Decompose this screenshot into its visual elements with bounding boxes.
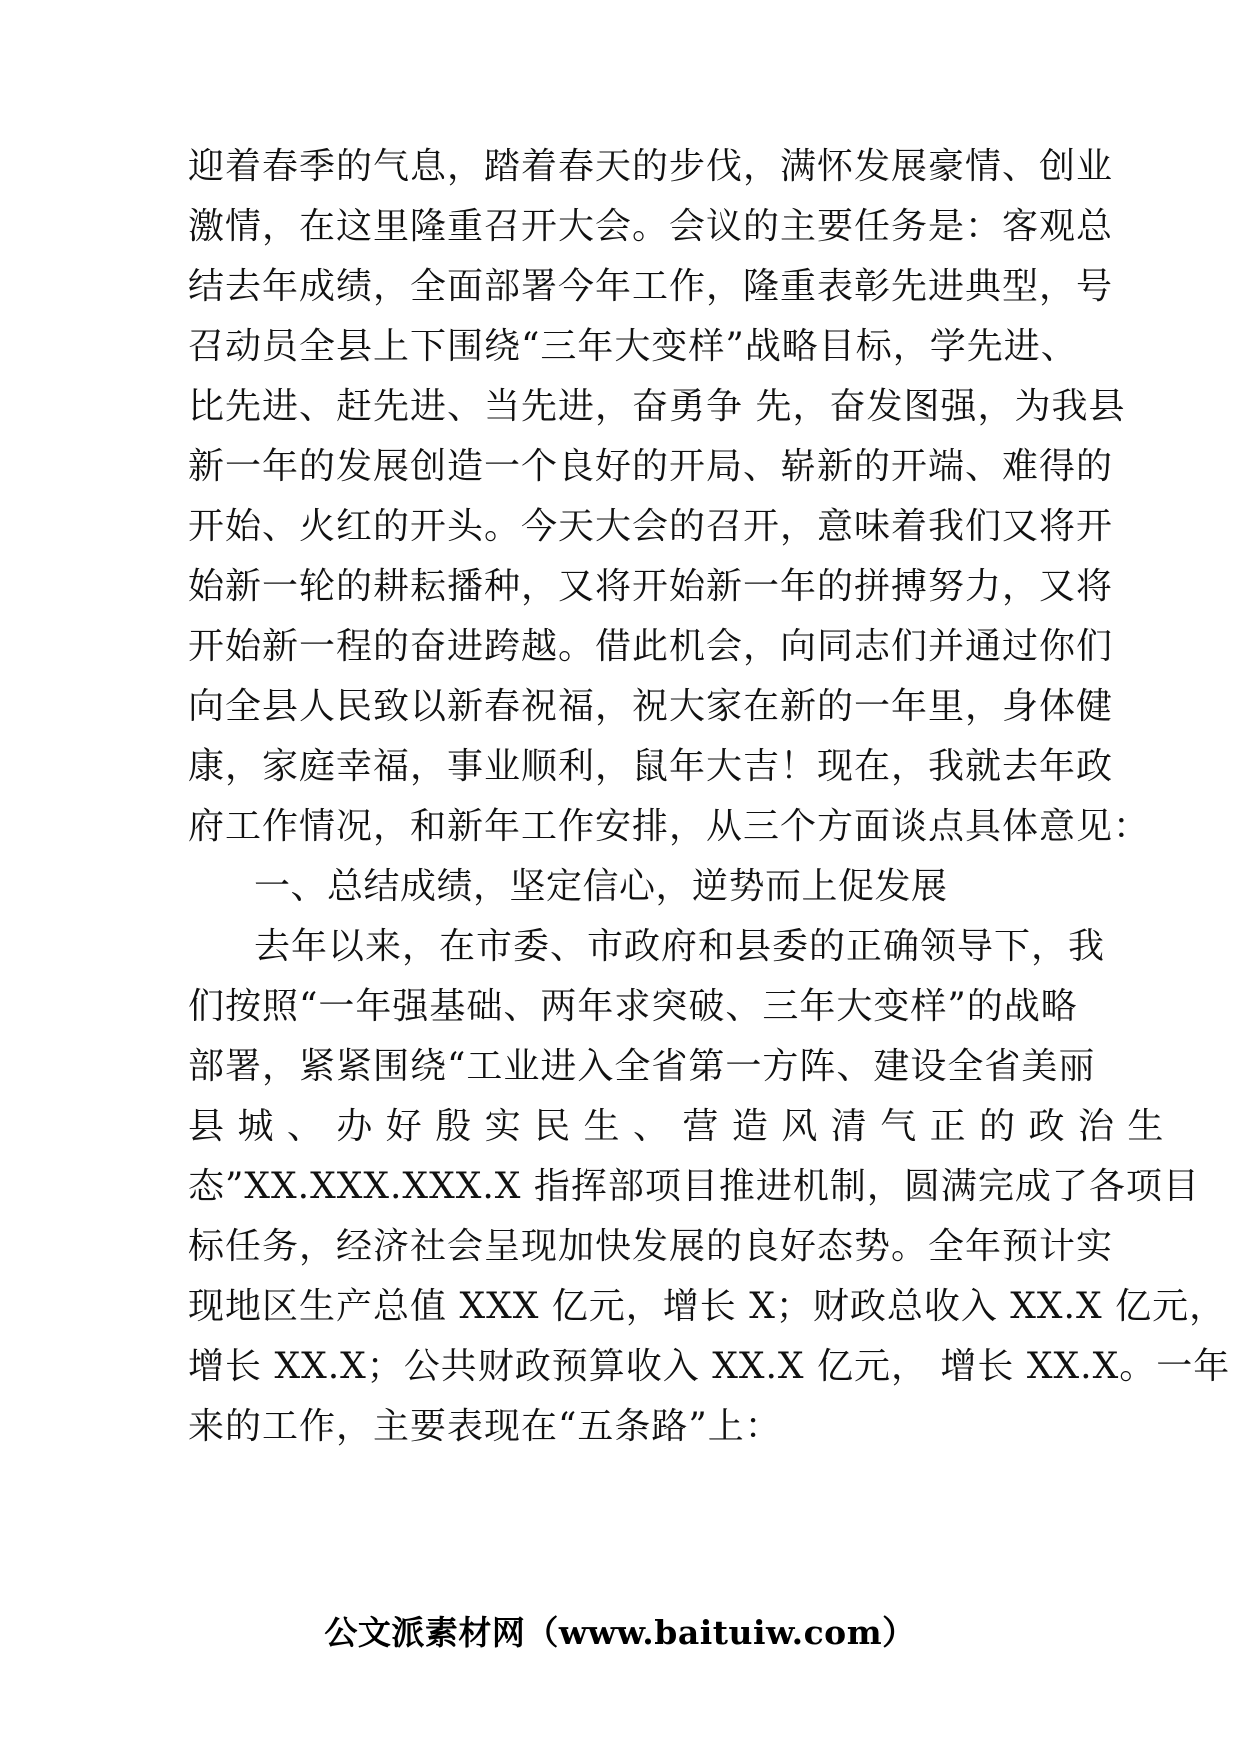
body-line-5: 比先进、赶先进、当先进，奋勇争 先，奋发图强，为我县 (188, 386, 1126, 427)
paragraph-line-1: 去年以来，在市委、市政府和县委的正确领导下，我 (254, 926, 1106, 967)
footer-source-link[interactable]: 公文派素材网（www.baituiw.com） (324, 1613, 916, 1652)
body-line-2: 激情，在这里隆重召开大会。会议的主要任务是：客观总 (188, 206, 1114, 247)
body-line-7: 开始、火红的开头。今天大会的召开，意味着我们又将开 (188, 506, 1114, 547)
body-line-12: 府工作情况，和新年工作安排，从三个方面谈点具体意见： (188, 806, 1151, 847)
body-line-10: 向全县人民致以新春祝福，祝大家在新的一年里，身体健 (188, 686, 1114, 727)
body-line-8: 始新一轮的耕耘播种，又将开始新一年的拼搏努力，又将 (188, 566, 1114, 607)
paragraph-line-5: 态”XX.XXX.XXX.X 指挥部项目推进机制，圆满完成了各项目 (188, 1166, 1200, 1207)
paragraph-line-7: 现地区生产总值 XXX 亿元，增长 X；财政总收入 XX.X 亿元， (188, 1286, 1227, 1327)
paragraph-line-6: 标任务，经济社会呈现加快发展的良好态势。全年预计实 (188, 1226, 1114, 1267)
body-line-1: 迎着春季的气息，踏着春天的步伐，满怀发展豪情、创业 (188, 146, 1114, 187)
paragraph-line-2: 们按照“一年强基础、两年求突破、三年大变样”的战略 (188, 986, 1078, 1027)
section-heading: 一、总结成绩，坚定信心，逆势而上促发展 (254, 866, 948, 907)
body-line-11: 康，家庭幸福，事业顺利，鼠年大吉！现在，我就去年政 (188, 746, 1114, 787)
body-line-3: 结去年成绩，全面部署今年工作，隆重表彰先进典型，号 (188, 266, 1114, 307)
paragraph-line-4: 县 城 、 办 好 殷 实 民 生 、 营 造 风 清 气 正 的 政 治 生 (188, 1106, 1165, 1147)
body-line-9: 开始新一程的奋进跨越。借此机会，向同志们并通过你们 (188, 626, 1114, 667)
paragraph-line-9: 来的工作，主要表现在“五条路”上： (188, 1406, 782, 1447)
paragraph-line-3: 部署，紧紧围绕“工业进入全省第一方阵、建设全省美丽 (188, 1046, 1096, 1087)
body-line-6: 新一年的发展创造一个良好的开局、崭新的开端、难得的 (188, 446, 1114, 487)
paragraph-line-8: 增长 XX.X；公共财政预算收入 XX.X 亿元， 增长 XX.X。一年 (188, 1346, 1231, 1387)
body-line-4: 召动员全县上下围绕“三年大变样”战略目标，学先进、 (188, 326, 1078, 367)
